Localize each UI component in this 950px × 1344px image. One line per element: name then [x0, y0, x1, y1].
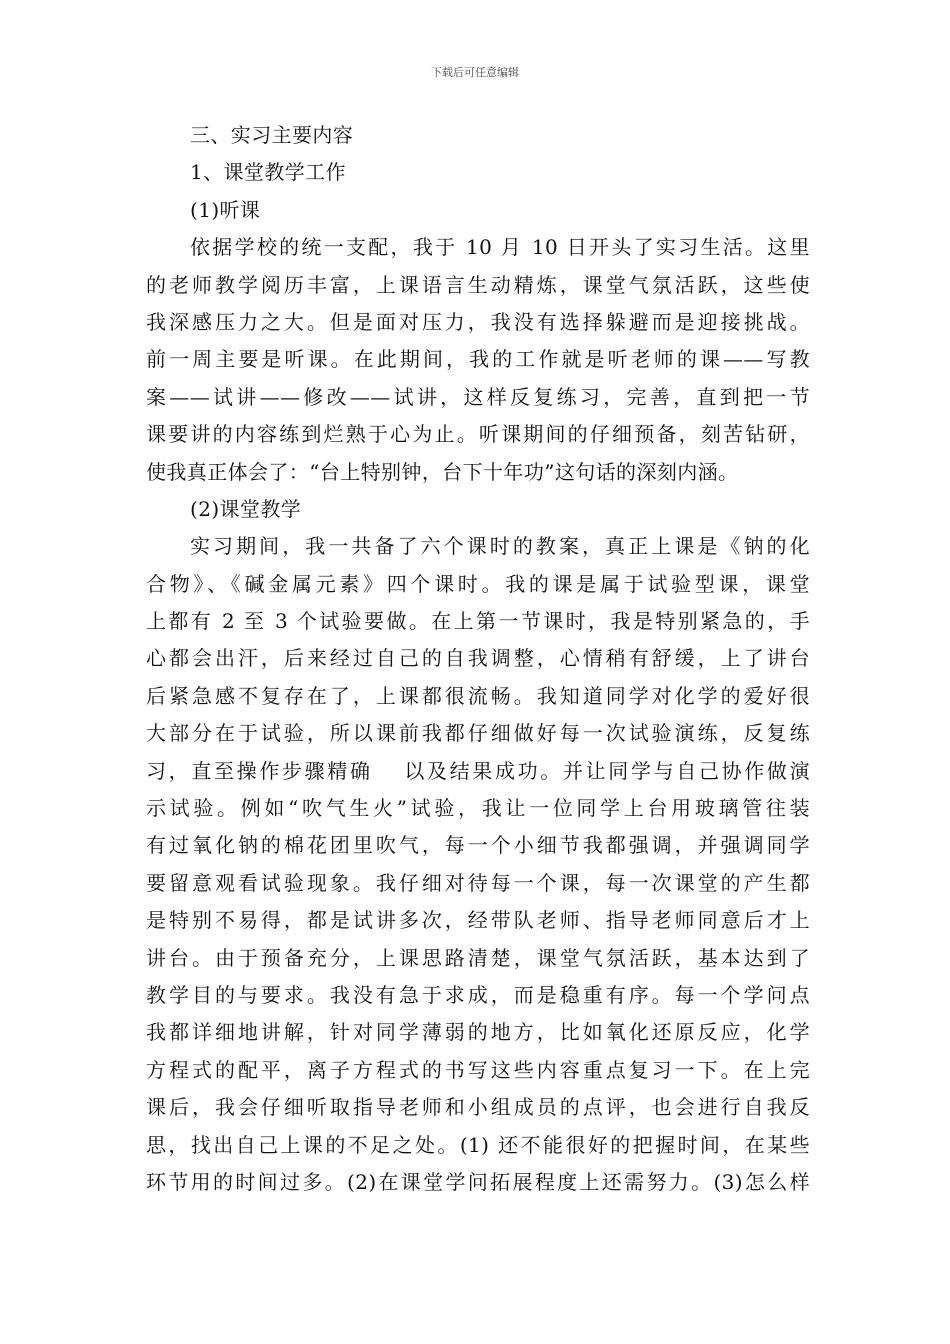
text-line: 我都详细地讲解，针对同学薄弱的地方，比如氧化还原反应，化学	[146, 1020, 810, 1045]
text-line: 环节用的时间过多。(2)在课堂学问拓展程度上还需努力。(3)怎么样	[146, 1169, 810, 1194]
text-line: 后紧急感不复存在了，上课都很流畅。我知道同学对化学的爱好很	[146, 683, 810, 708]
text-line: (2)课堂教学	[190, 496, 302, 521]
text-line: 案——试讲——修改——试讲，这样反复练习，完善，直到把一节	[146, 384, 810, 409]
text-line: 上都有 2 至 3 个试验要做。在上第一节课时，我是特别紧急的，手	[146, 609, 810, 634]
text-line: 1、课堂教学工作	[190, 160, 346, 185]
text-line: 前一周主要是听课。在此期间，我的工作就是听老师的课——写教	[146, 347, 810, 372]
text-line: 是特别不易得，都是试讲多次，经带队老师、指导老师同意后才上	[146, 908, 810, 933]
page-header: 下载后可任意编辑	[431, 66, 519, 79]
text-line: 教学目的与要求。我没有急于求成，而是稳重有序。每一个学问点	[146, 982, 810, 1007]
text-line: 我深感压力之大。但是面对压力，我没有选择躲避而是迎接挑战。	[146, 309, 810, 334]
text-line: 课要讲的内容练到烂熟于心为止。听课期间的仔细预备，刻苦钻研，	[146, 422, 810, 447]
text-line: 思，找出自己上课的不足之处。(1) 还不能很好的把握时间，在某些	[146, 1132, 810, 1157]
text-line: 习，直至操作步骤精确 以及结果成功。并让同学与自己协作做演	[146, 758, 810, 783]
text-line: 讲台。由于预备充分，上课思路清楚，课堂气氛活跃，基本达到了	[146, 945, 810, 970]
text-line: 示试验。例如“吹气生火”试验，我让一位同学上台用玻璃管往装	[146, 796, 810, 821]
text-line: 实习期间，我一共备了六个课时的教案，真正上课是《钠的化	[190, 534, 810, 559]
text-line: 依据学校的统一支配，我于 10 月 10 日开头了实习生活。这里	[190, 235, 810, 260]
text-line: (1)听课	[190, 197, 261, 222]
text-line: 方程式的配平，离子方程式的书写这些内容重点复习一下。在上完	[146, 1057, 810, 1082]
text-line: 三、实习主要内容	[190, 123, 354, 147]
text-line: 心都会出汗，后来经过自己的自我调整，心情稍有舒缓，上了讲台	[146, 646, 810, 671]
text-line: 要留意观看试验现象。我仔细对待每一个课，每一次课堂的产生都	[146, 870, 810, 895]
text-line: 大部分在于试验，所以课前我都仔细做好每一次试验演练，反复练	[146, 721, 810, 746]
text-line: 的老师教学阅历丰富，上课语言生动精炼，课堂气氛活跃，这些使	[146, 272, 810, 297]
text-line: 课后，我会仔细听取指导老师和小组成员的点评，也会进行自我反	[146, 1095, 810, 1120]
document-body	[146, 117, 810, 1201]
text-line: 使我真正体会了：“台上特别钟，台下十年功”这句话的深刻内涵。	[146, 459, 739, 484]
text-line: 合物》、《碱金属元素》四个课时。我的课是属于试验型课，课堂	[146, 571, 810, 596]
text-line: 有过氧化钠的棉花团里吹气，每一个小细节我都强调，并强调同学	[146, 833, 810, 858]
